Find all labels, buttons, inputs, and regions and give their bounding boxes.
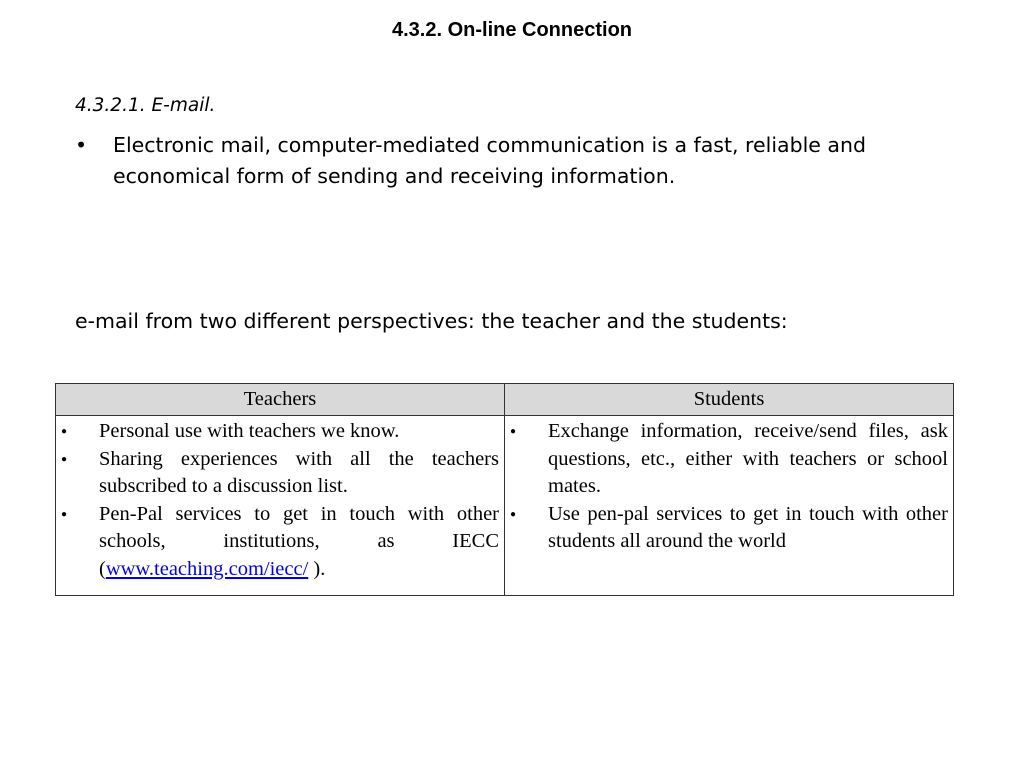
perspectives-intro: e-mail from two different perspectives: the teacher and the students: bbox=[75, 309, 788, 333]
students-list bbox=[510, 418, 948, 556]
students-column-header: Students bbox=[505, 384, 954, 416]
iecc-link[interactable]: www.teaching.com/iecc/ bbox=[105, 557, 309, 580]
students-cell bbox=[505, 416, 954, 596]
pen-pal-prefix: Pen-Pal services to get in touch with other schools, institutions, as IECC ( bbox=[99, 502, 499, 580]
perspectives-table bbox=[55, 383, 954, 596]
section-subheading: 4.3.2.1. E-mail. bbox=[75, 95, 216, 116]
teachers-item-personal-use: ● Personal use with teachers we know. bbox=[61, 418, 499, 446]
students-item-exchange: ● Exchange information, receive/send files, ask questions, etc., either with teachers or school mates. bbox=[510, 418, 948, 501]
email-description-text: Electronic mail, computer-mediated communication is a fast, reliable and economical form of sending and receiving information. bbox=[113, 133, 867, 188]
teachers-item-sharing: ● Sharing experiences with all the teachers subscribed to a discussion list. bbox=[61, 446, 499, 501]
pen-pal-suffix: ). bbox=[308, 557, 326, 580]
students-item-pen-pal: ● Use pen-pal services to get in touch with other students all around the world bbox=[510, 501, 948, 556]
teachers-item-pen-pal bbox=[61, 501, 499, 584]
teachers-cell bbox=[56, 416, 505, 596]
table-row bbox=[56, 416, 954, 596]
slide-title: 4.3.2. On-line Connection bbox=[391, 19, 633, 41]
email-description-bullet bbox=[75, 130, 905, 192]
table-header-row bbox=[56, 384, 954, 416]
bullet-icon: • bbox=[75, 133, 88, 157]
teachers-list bbox=[61, 418, 499, 583]
teachers-column-header: Teachers bbox=[56, 384, 505, 416]
